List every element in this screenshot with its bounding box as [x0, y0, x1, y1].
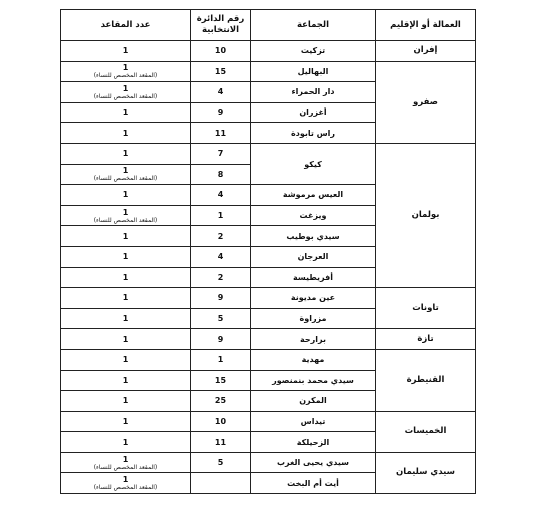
header-district-line2: الانتخابية	[201, 25, 240, 35]
district-cell: 7	[191, 143, 251, 164]
seats-value: 1	[122, 475, 129, 485]
commune-cell: تيداس	[251, 411, 376, 432]
district-cell: 9	[191, 102, 251, 123]
region-cell: سيدي سليمان	[376, 452, 476, 493]
commune-cell: سيدي بوطيب	[251, 226, 376, 247]
seats-value: 1	[122, 252, 129, 262]
seats-value: 1	[122, 437, 129, 447]
women-seat-note: (المقعد المخصص للنساء)	[93, 463, 158, 471]
district-cell: 4	[191, 82, 251, 103]
district-cell: 4	[191, 246, 251, 267]
table-header-row	[61, 10, 476, 41]
commune-cell: البهاليل	[251, 61, 376, 82]
region-cell: تازة	[376, 329, 476, 350]
seats-value: 1	[122, 454, 129, 464]
seats-value: 1	[122, 63, 129, 73]
seats-cell	[61, 473, 191, 494]
district-cell: 5	[191, 452, 251, 473]
seats-cell	[61, 205, 191, 226]
seats-cell	[61, 246, 191, 267]
seats-value: 1	[122, 207, 129, 217]
table-row	[61, 61, 476, 82]
district-cell: 25	[191, 391, 251, 412]
women-seat-note: (المقعد المخصص للنساء)	[93, 92, 158, 100]
district-cell: 4	[191, 185, 251, 206]
header-seats: عدد المقاعد	[61, 10, 191, 41]
district-cell: 10	[191, 41, 251, 62]
table-row	[61, 349, 476, 370]
table-row	[61, 41, 476, 62]
seats-cell	[61, 61, 191, 82]
commune-cell: برارحة	[251, 329, 376, 350]
district-cell: 11	[191, 123, 251, 144]
district-cell: 5	[191, 308, 251, 329]
table-row	[61, 329, 476, 350]
seats-value: 1	[122, 231, 129, 241]
header-district	[191, 10, 251, 41]
commune-cell: سيدي يحيى الغرب	[251, 452, 376, 473]
district-cell: 15	[191, 61, 251, 82]
seats-table	[60, 9, 476, 494]
women-seat-note: (المقعد المخصص للنساء)	[93, 216, 158, 224]
header-district-line1: رقم الدائرة	[196, 14, 245, 24]
seats-cell	[61, 452, 191, 473]
seats-cell	[61, 123, 191, 144]
header-region: العمالة أو الإقليم	[376, 10, 476, 41]
commune-cell: مهدية	[251, 349, 376, 370]
district-cell: 10	[191, 411, 251, 432]
region-cell: تاونات	[376, 288, 476, 329]
women-seat-note: (المقعد المخصص للنساء)	[93, 72, 158, 80]
seats-cell	[61, 411, 191, 432]
seats-cell	[61, 329, 191, 350]
seats-value: 1	[122, 166, 129, 176]
region-cell: الخميسات	[376, 411, 476, 452]
district-cell: 15	[191, 370, 251, 391]
seats-value: 1	[122, 396, 129, 406]
seats-value: 1	[122, 416, 129, 426]
table-row	[61, 411, 476, 432]
region-cell: القنيطرة	[376, 349, 476, 411]
region-cell: إفران	[376, 41, 476, 62]
table-row	[61, 143, 476, 164]
commune-cell: تزكيت	[251, 41, 376, 62]
seats-cell	[61, 370, 191, 391]
commune-cell: أغزران	[251, 102, 376, 123]
district-cell: 1	[191, 205, 251, 226]
seats-cell	[61, 308, 191, 329]
region-cell: بولمان	[376, 143, 476, 287]
commune-cell: سيدي محمد بنمنصور	[251, 370, 376, 391]
seats-value: 1	[122, 83, 129, 93]
document-page	[60, 9, 476, 494]
seats-cell	[61, 82, 191, 103]
district-cell: 1	[191, 349, 251, 370]
women-seat-note: (المقعد المخصص للنساء)	[93, 484, 158, 492]
seats-value: 1	[122, 46, 129, 56]
seats-cell	[61, 164, 191, 185]
district-cell: 8	[191, 164, 251, 185]
seats-value: 1	[122, 314, 129, 324]
region-cell: صفرو	[376, 61, 476, 143]
seats-cell	[61, 391, 191, 412]
seats-value: 1	[122, 108, 129, 118]
commune-cell: العرجان	[251, 246, 376, 267]
commune-cell: كيكو	[251, 143, 376, 184]
district-cell: 9	[191, 288, 251, 309]
seats-cell	[61, 143, 191, 164]
seats-cell	[61, 432, 191, 453]
commune-cell: عين مديونة	[251, 288, 376, 309]
seats-cell	[61, 102, 191, 123]
commune-cell: المكرن	[251, 391, 376, 412]
header-commune: الجماعة	[251, 10, 376, 41]
commune-cell: راس تابودة	[251, 123, 376, 144]
seats-value: 1	[122, 334, 129, 344]
seats-value: 1	[122, 190, 129, 200]
seats-value: 1	[122, 272, 129, 282]
table-row	[61, 452, 476, 473]
seats-value: 1	[122, 293, 129, 303]
district-cell: 9	[191, 329, 251, 350]
commune-cell: مزراوة	[251, 308, 376, 329]
seats-value: 1	[122, 149, 129, 159]
commune-cell: ويزغت	[251, 205, 376, 226]
commune-cell: الزحيلكة	[251, 432, 376, 453]
seats-value: 1	[122, 375, 129, 385]
commune-cell: أيت أم البخت	[251, 473, 376, 494]
district-cell: 2	[191, 267, 251, 288]
seats-cell	[61, 185, 191, 206]
seats-cell	[61, 288, 191, 309]
commune-cell: دار الحمراء	[251, 82, 376, 103]
table-row	[61, 288, 476, 309]
seats-cell	[61, 267, 191, 288]
commune-cell: العيس مرموشة	[251, 185, 376, 206]
women-seat-note: (المقعد المخصص للنساء)	[93, 175, 158, 183]
district-cell	[191, 473, 251, 494]
seats-value: 1	[122, 355, 129, 365]
seats-cell	[61, 41, 191, 62]
district-cell: 11	[191, 432, 251, 453]
seats-cell	[61, 226, 191, 247]
seats-value: 1	[122, 128, 129, 138]
district-cell: 2	[191, 226, 251, 247]
commune-cell: أفريطيسة	[251, 267, 376, 288]
seats-cell	[61, 349, 191, 370]
